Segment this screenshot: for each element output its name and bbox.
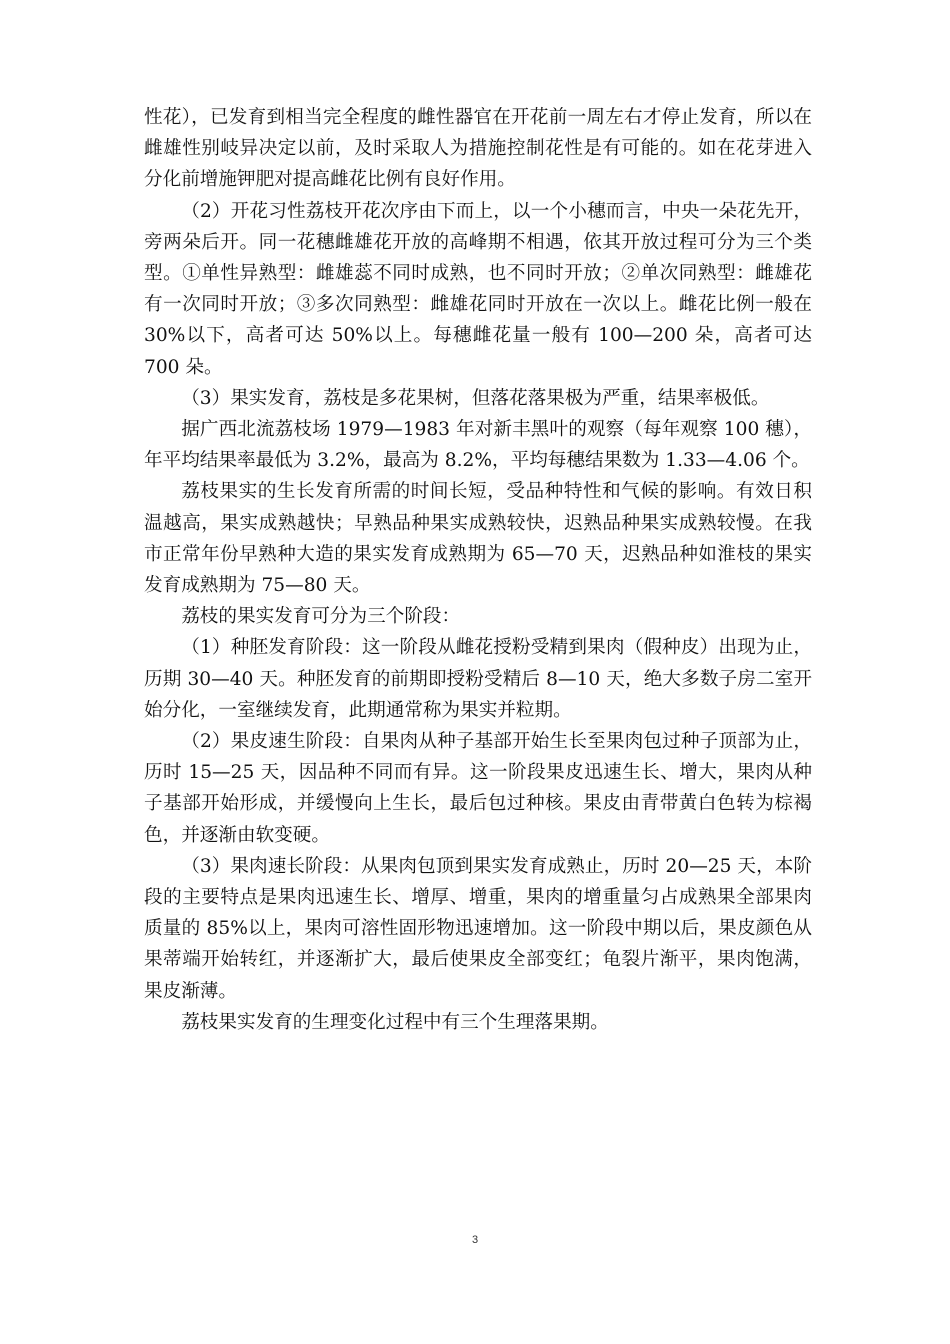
- paragraph-flowering-habit: （2）开花习性荔枝开花次序由下而上，以一个小穗而言，中央一朵花先开，旁两朵后开。同一花穗雌雄花开放的高峰期不相遇，依其开放过程可分为三个类型。①单性异熟型：雌雄蕊不同时成熟，也不同时开放；②单次同熟型：雌雄花有一次同时开放；③多次同熟型：雌雄花同时开放在一次以上。雌花比例一般在30%以下，高者可达 50%以上。每穗雌花量一般有 100—200 朵，高者可达 700 朵。: [144, 200, 812, 378]
- paragraph-fruit-drop: 荔枝果实发育的生理变化过程中有三个生理落果期。: [181, 1011, 609, 1033]
- paragraph-observation-data: 据广西北流荔枝场 1979—1983 年对新丰黑叶的观察（每年观察 100 穗），年平均结果率最低为 3.2%，最高为 8.2%，平均每穗结果数为 1.33—4.06 个。: [144, 419, 812, 472]
- paragraph-fruit-development: （3）果实发育，荔枝是多花果树，但落花落果极为严重，结果率极低。: [181, 387, 770, 409]
- paragraph-growth-duration: 荔枝果实的生长发育所需的时间长短，受品种特性和气候的影响。有效日积温越高，果实成熟越快；早熟品种果实成熟较快，迟熟品种果实成熟较慢。在我市正常年份早熟种大造的果实发育成熟期为 65—70 天，迟熟品种如淮枝的果实发育成熟期为 75—80 天。: [144, 481, 812, 597]
- paragraph-stage-aril: （3）果肉速长阶段：从果肉包顶到果实发育成熟止，历时 20—25 天，本阶段的主要特点是果肉迅速生长、增厚、增重，果肉的增重量匀占成熟果全部果肉质量的 85%以上，果肉可溶性固形物迅速增加。这一阶段中期以后，果皮颜色从果蒂端开始转红，并逐渐扩大，最后使果皮全部变红；龟裂片渐平，果肉饱满，果皮渐薄。: [144, 855, 812, 1002]
- page-number: 3: [471, 1234, 479, 1246]
- paragraph-three-stages-intro: 荔枝的果实发育可分为三个阶段：: [181, 606, 461, 628]
- body-text: [144, 102, 812, 1038]
- paragraph-stage-embryo: （1）种胚发育阶段：这一阶段从雌花授粉受精到果肉（假种皮）出现为止，历期 30—40 天。种胚发育的前期即授粉受精后 8—10 天，绝大多数子房二室开始分化，一室继续发育，此期通常称为果实并粒期。: [144, 637, 812, 721]
- paragraph-continuation: 性花），已发育到相当完全程度的雌性器官在开花前一周左右才停止发育，所以在雌雄性别岐异决定以前，及时采取人为措施控制花性是有可能的。如在花芽进入分化前增施钾肥对提高雌花比例有良好作用。: [144, 107, 812, 191]
- paragraph-stage-pericarp: （2）果皮速生阶段：自果肉从种子基部开始生长至果肉包过种子顶部为止，历时 15—25 天，因品种不同而有异。这一阶段果皮迅速生长、增大，果肉从种子基部开始形成，并缓慢向上生长，最后包过种核。果皮由青带黄白色转为棕褐色，并逐渐由软变硬。: [144, 731, 812, 846]
